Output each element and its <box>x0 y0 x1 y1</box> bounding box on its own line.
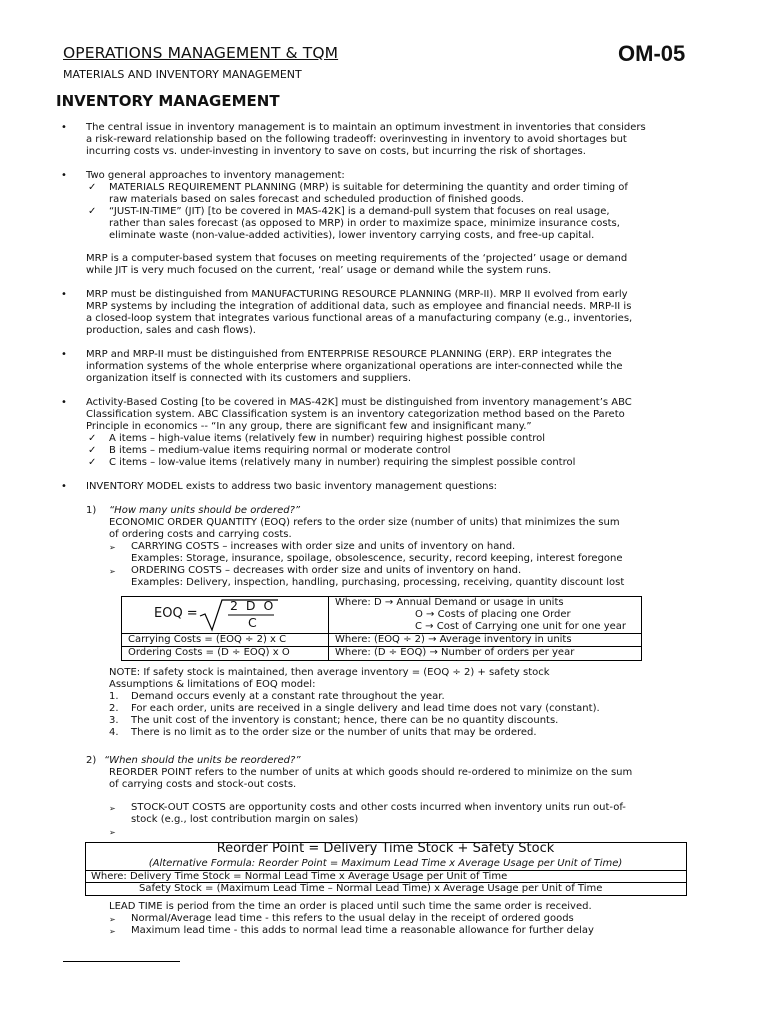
para-line: organization itself is connected with its customers and suppliers. <box>86 373 412 384</box>
para-line: of carrying costs and stock-out costs. <box>109 779 297 790</box>
ordering-cost-formula: Ordering Costs = (D ÷ EOQ) x O <box>128 647 290 658</box>
para-line: of ordering costs and carrying costs. <box>109 529 292 540</box>
bullet-icon: • <box>61 289 67 300</box>
para-line: The central issue in inventory management is to maintain an optimum investment in inventories that considers <box>86 122 646 133</box>
question-heading: “How many units should be ordered?” <box>109 505 301 516</box>
arrow-bullet-icon: ➢ <box>109 543 116 552</box>
list-number: 3. <box>109 715 119 726</box>
para-line: INVENTORY MODEL exists to address two basic inventory management questions: <box>86 481 498 492</box>
para-line: Examples: Delivery, inspection, handling, purchasing, processing, receiving, quantity discount lost <box>131 577 625 588</box>
arrow-bullet-icon: ➢ <box>109 828 116 837</box>
para-line: a risk-reward relationship based on the following tradeoff: overinvesting in inventory to avoid shortages but <box>86 134 627 145</box>
carrying-cost-formula: Carrying Costs = (EOQ ÷ 2) x C <box>128 634 287 645</box>
delivery-time-stock-def: Where: Delivery Time Stock = Normal Lead Time x Average Usage per Unit of Time <box>91 871 508 882</box>
para-line: Normal/Average lead time - this refers to the usual delay in the receipt of ordered goods <box>131 913 574 924</box>
para-line: MRP and MRP-II must be distinguished from ENTERPRISE RESOURCE PLANNING (ERP). ERP integrates the <box>86 349 612 360</box>
ordering-cost-where: Where: (D ÷ EOQ) → Number of orders per year <box>335 647 575 658</box>
eoq-where-c: C → Cost of Carrying one unit for one year <box>415 621 627 632</box>
para-line: ECONOMIC ORDER QUANTITY (EOQ) refers to the order size (number of units) that minimizes the sum <box>109 517 620 528</box>
arrow-bullet-icon: ➢ <box>109 804 116 813</box>
bullet-icon: • <box>61 481 67 492</box>
para-line: STOCK-OUT COSTS are opportunity costs and other costs incurred when inventory units run out-of- <box>131 802 626 813</box>
para-line: a closed-loop system that integrates various functional areas of a manufacturing company (e.g., inventories, <box>86 313 633 324</box>
para-line: “JUST-IN-TIME” (JIT) [to be covered in MAS-42K] is a demand-pull system that focuses on real usage, <box>109 206 610 217</box>
bullet-icon: • <box>61 122 67 133</box>
para-line: A items – high-value items (relatively few in number) requiring highest possible control <box>109 433 546 444</box>
module-subtitle: MATERIALS AND INVENTORY MANAGEMENT <box>63 68 302 81</box>
para-line: MRP systems by including the integration of additional data, such as employee and financial needs. MRP-II is <box>86 301 632 312</box>
para-line: MRP must be distinguished from MANUFACTURING RESOURCE PLANNING (MRP-II). MRP II evolved from early <box>86 289 628 300</box>
reorder-point-formula: Reorder Point = Delivery Time Stock + Safety Stock <box>216 841 555 856</box>
list-number: 1. <box>109 691 119 702</box>
para-line: REORDER POINT refers to the number of units at which goods should re-ordered to minimize on the sum <box>109 767 633 778</box>
check-icon: ✓ <box>88 206 97 217</box>
list-item: For each order, units are received in a single delivery and lead time does not vary (constant). <box>131 703 600 714</box>
para-line: raw materials based on sales forecast and scheduled production of finished goods. <box>109 194 524 205</box>
check-icon: ✓ <box>88 445 97 456</box>
footnote-separator <box>63 961 180 962</box>
safety-stock-def: Safety Stock = (Maximum Lead Time – Normal Lead Time) x Average Usage per Unit of Time <box>139 883 603 894</box>
list-number: 2. <box>109 703 119 714</box>
para-line: C items – low-value items (relatively many in number) requiring the simplest possible control <box>109 457 576 468</box>
para-line: MATERIALS REQUIREMENT PLANNING (MRP) is suitable for determining the quantity and order timing of <box>109 182 628 193</box>
para-line: Principle in economics -- “In any group, there are significant few and insignificant many.” <box>86 421 532 432</box>
para-line: Two general approaches to inventory management: <box>86 170 345 181</box>
para-line: MRP is a computer-based system that focuses on meeting requirements of the ‘projected’ usage or demand <box>86 253 628 264</box>
para-line: rather than sales forecast (as opposed to MRP) in order to maximize space, minimize insurance costs, <box>109 218 620 229</box>
para-line: LEAD TIME is period from the time an order is placed until such time the same order is received. <box>109 901 592 912</box>
para-line: stock (e.g., lost contribution margin on sales) <box>131 814 359 825</box>
arrow-bullet-icon: ➢ <box>109 915 116 924</box>
para-line: production, sales and cash flows). <box>86 325 256 336</box>
check-icon: ✓ <box>88 182 97 193</box>
list-number: 4. <box>109 727 119 738</box>
para-line: while JIT is very much focused on the current, ‘real’ usage or demand while the system runs. <box>86 265 552 276</box>
para-line: Activity-Based Costing [to be covered in MAS-42K] must be distinguished from inventory management’s ABC <box>86 397 632 408</box>
carrying-cost-where: Where: (EOQ ÷ 2) → Average inventory in units <box>335 634 572 645</box>
para-line: Assumptions & limitations of EOQ model: <box>109 679 316 690</box>
para-line: Maximum lead time - this adds to normal lead time a reasonable allowance for further delay <box>131 925 594 936</box>
eoq-where-d: Where: D → Annual Demand or usage in units <box>335 597 564 608</box>
bullet-icon: • <box>61 397 67 408</box>
module-code: OM-05 <box>618 41 686 66</box>
para-line: Classification system. ABC Classification system is an inventory categorization method based on the Pareto <box>86 409 625 420</box>
eoq-label: EOQ = <box>154 606 198 621</box>
check-icon: ✓ <box>88 457 97 468</box>
para-line: B items – medium-value items requiring normal or moderate control <box>109 445 451 456</box>
list-number: 2) <box>86 755 97 766</box>
para-line: incurring costs vs. under-investing in inventory to save on costs, but incurring the risk of shortages. <box>86 146 586 157</box>
eoq-denominator: C <box>248 615 257 630</box>
list-item: Demand occurs evenly at a constant rate throughout the year. <box>131 691 445 702</box>
para-line: information systems of the whole enterprise where organizational operations are inter-connected while the <box>86 361 623 372</box>
para-line: eliminate waste (non-value-added activities), lower inventory carrying costs, and free-up capital. <box>109 230 595 241</box>
list-number: 1) <box>86 505 97 516</box>
question-heading: “When should the units be reordered?” <box>104 755 301 766</box>
bullet-icon: • <box>61 349 67 360</box>
check-icon: ✓ <box>88 433 97 444</box>
para-line: Examples: Storage, insurance, spoilage, obsolescence, security, record keeping, interest foregone <box>131 553 623 564</box>
reorder-point-alt-formula: (Alternative Formula: Reorder Point = Maximum Lead Time x Average Usage per Unit of Time) <box>148 858 623 869</box>
course-title: OPERATIONS MANAGEMENT & TQM <box>63 44 339 62</box>
list-item: There is no limit as to the order size or the number of units that may be ordered. <box>131 727 537 738</box>
arrow-bullet-icon: ➢ <box>109 927 116 936</box>
eoq-numerator: 2 D O <box>230 598 276 613</box>
para-line: CARRYING COSTS – increases with order size and units of inventory on hand. <box>131 541 516 552</box>
para-line: ORDERING COSTS – decreases with order size and units of inventory on hand. <box>131 565 522 576</box>
section-heading: INVENTORY MANAGEMENT <box>56 92 280 110</box>
eoq-where-o: O → Costs of placing one Order <box>415 609 571 620</box>
list-item: The unit cost of the inventory is constant; hence, there can be no quantity discounts. <box>131 715 559 726</box>
para-line: NOTE: If safety stock is maintained, then average inventory = (EOQ ÷ 2) + safety stock <box>109 667 550 678</box>
bullet-icon: • <box>61 170 67 181</box>
arrow-bullet-icon: ➢ <box>109 567 116 576</box>
